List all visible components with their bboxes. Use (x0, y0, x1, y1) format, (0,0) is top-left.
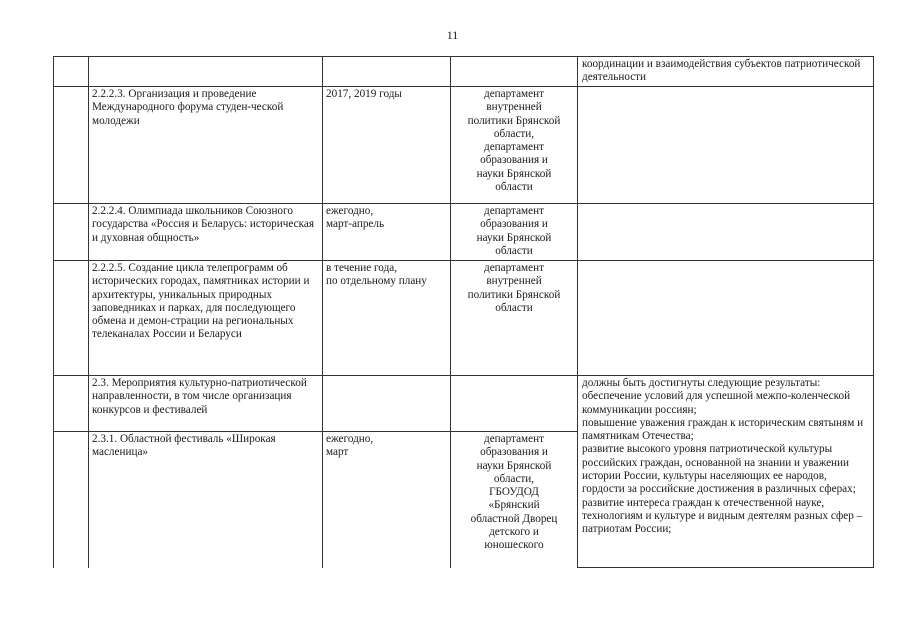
expected-result-cell (578, 261, 874, 376)
row-number-cell (54, 376, 89, 432)
table-row (54, 204, 874, 261)
responsible-cell (451, 57, 578, 87)
event-name-cell: 2.3.1. Областной фестиваль «Широкая масленица» (89, 432, 323, 568)
row-number-cell (54, 57, 89, 87)
table-row (54, 87, 874, 204)
row-number-cell (54, 261, 89, 376)
expected-result-cell: координации и взаимодействия субъектов патриотической деятельности (578, 57, 874, 87)
term-cell: ежегодно, март-апрель (323, 204, 451, 261)
term-cell (323, 376, 451, 432)
event-name-cell: 2.2.2.4. Олимпиада школьников Союзного государства «Россия и Беларусь: историческая и духовная общность» (89, 204, 323, 261)
term-cell: в течение года, по отдельному плану (323, 261, 451, 376)
responsible-cell (451, 376, 578, 432)
page-number: 11 (446, 28, 459, 42)
row-number-cell (54, 87, 89, 204)
responsible-cell: департамент образования и науки Брянской области (451, 204, 578, 261)
term-cell: ежегодно, март (323, 432, 451, 568)
row-number-cell (54, 204, 89, 261)
table-row (54, 261, 874, 376)
row-number-cell (54, 432, 89, 568)
term-cell: 2017, 2019 годы (323, 87, 451, 204)
expected-result-cell (578, 87, 874, 204)
responsible-cell: департамент внутренней политики Брянской области, департамент образования и науки Брянской области (451, 87, 578, 204)
responsible-cell: департамент образования и науки Брянской области, ГБОУДОД «Брянский областной Дворец детского и юношеского (451, 432, 578, 568)
event-name-cell: 2.2.2.3. Организация и проведение Международного форума студен-ческой молодежи (89, 87, 323, 204)
expected-result-cell: должны быть достигнуты следующие результаты: обеспечение условий для успешной межпо-коленческой коммуникации россиян; повышение уважения граждан к историческим святыням и памятникам Отечества; развитие высокого уровня патриотической культуры российских граждан, основанной на знании и уважении истории России, культуры населяющих ее народов, гордости за российские достижения в различных сферах; развитие интереса граждан к отечественной науке, технологиям и культуре и видным деятелям разных сфер – патриотам России; (578, 376, 874, 568)
table-row (54, 57, 874, 87)
table-row (54, 376, 874, 432)
event-name-cell: 2.2.2.5. Создание цикла телепрограмм об исторических городах, памятниках истории и архитектуры, уникальных природных заповедниках и парках, для последующего обмена и демон-страции на региональных телеканалах России и Беларуси (89, 261, 323, 376)
term-cell (323, 57, 451, 87)
responsible-cell: департамент внутренней политики Брянской области (451, 261, 578, 376)
program-table (53, 56, 874, 568)
event-name-cell (89, 57, 323, 87)
expected-result-cell (578, 204, 874, 261)
event-name-cell: 2.3. Мероприятия культурно-патриотической направленности, в том числе организация конкурсов и фестивалей (89, 376, 323, 432)
